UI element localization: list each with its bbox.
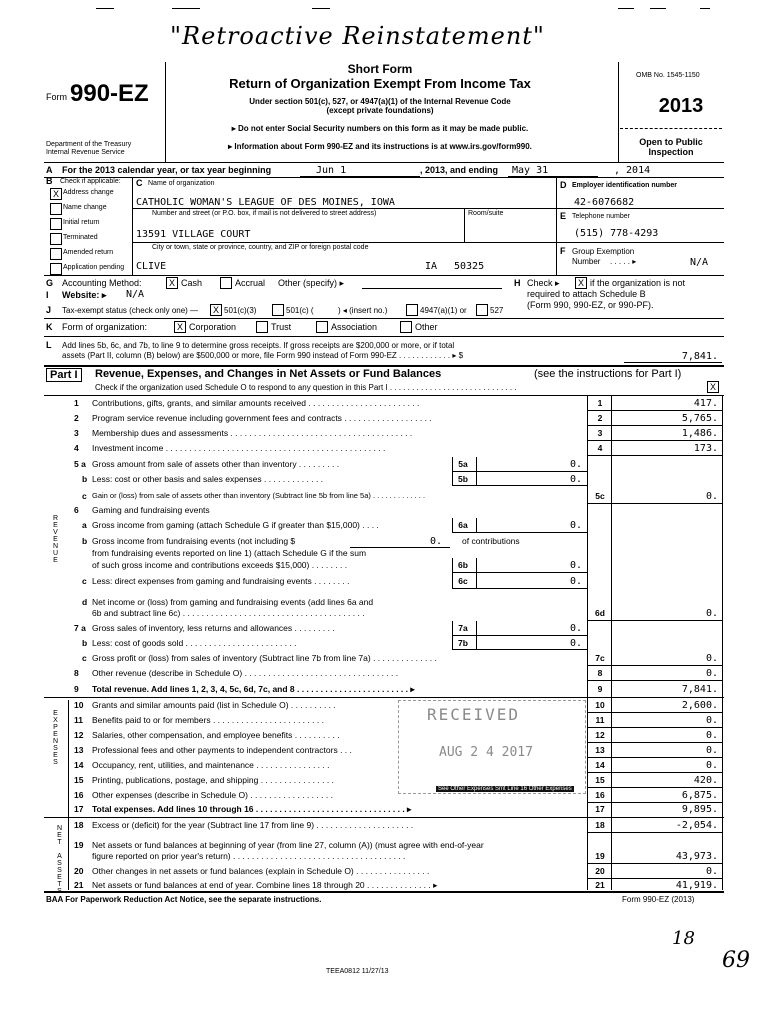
line-6b-text-1: Gross income from fundraising events (not including $ bbox=[92, 536, 296, 546]
line-6d-amount[interactable]: 0. bbox=[705, 608, 718, 619]
street-label: Number and street (or P.O. box, if mail is not delivered to street address) bbox=[152, 210, 377, 217]
line-2-box: 2 bbox=[597, 413, 603, 423]
line-7b-amount[interactable]: 0. bbox=[569, 638, 582, 649]
line-7c-amount[interactable]: 0. bbox=[705, 653, 718, 664]
line-13-text: Professional fees and other payments to independent contractors . . . bbox=[92, 745, 352, 755]
line-21-text: Net assets or fund balances at end of year. Combine lines 18 through 20 . . . . . . . . . . . . . . ▸ bbox=[92, 880, 438, 890]
street-address[interactable]: 13591 VILLAGE COURT bbox=[136, 229, 251, 240]
expenses-side-label: EXPENSES bbox=[52, 710, 59, 766]
stamp-date-text: AUG 2 4 2017 bbox=[439, 745, 533, 760]
527-label: 527 bbox=[490, 306, 504, 315]
part-1-label: Part I bbox=[46, 368, 82, 382]
line-5b-number: b bbox=[82, 474, 88, 484]
line-11-text: Benefits paid to or for members . . . . . . . . . . . . . . . . . . . . . . . . bbox=[92, 715, 324, 725]
schedule-o-check-text: Check if the organization used Schedule O to respond to any question in this Part I . . . . . . . . . . . . . . . . . . . . . . . . . . . . . bbox=[95, 383, 517, 392]
tax-year-begin[interactable]: Jun 1 bbox=[316, 165, 347, 176]
4947-label: 4947(a)(1) or bbox=[420, 306, 467, 315]
tax-year: 2013 bbox=[658, 95, 704, 117]
row-f-label: F bbox=[560, 246, 566, 256]
subtitle-2: (except private foundations) bbox=[326, 106, 434, 115]
line-10-box: 10 bbox=[595, 700, 605, 710]
line-5c-box: 5c bbox=[595, 491, 605, 501]
name-change-label: Name change bbox=[63, 204, 107, 211]
line-9-box: 9 bbox=[597, 684, 603, 694]
net-assets-side-label: NET ASSETS bbox=[56, 825, 63, 895]
line-6c-number: c bbox=[82, 576, 87, 586]
association-label: Association bbox=[331, 322, 378, 332]
line-7a-amount[interactable]: 0. bbox=[569, 623, 582, 634]
line-11-box: 11 bbox=[595, 715, 605, 725]
org-name[interactable]: CATHOLIC WOMAN'S LEAGUE OF DES MOINES, IOWA bbox=[136, 197, 395, 208]
zip-code[interactable]: 50325 bbox=[454, 261, 485, 272]
line-10-number: 10 bbox=[74, 700, 84, 710]
line-17-box: 17 bbox=[595, 804, 605, 814]
line-6a-text: Gross income from gaming (attach Schedule G if greater than $15,000) . . . . bbox=[92, 520, 379, 530]
line-5b-box: 5b bbox=[458, 474, 468, 484]
line-4-amount[interactable]: 173. bbox=[693, 443, 718, 454]
line-5a-number: 5 a bbox=[74, 459, 86, 469]
part-1-title: Revenue, Expenses, and Changes in Net Assets or Fund Balances bbox=[95, 368, 442, 380]
line-5c-text: Gain or (loss) from sale of assets other than inventory (Subtract line 5b from line 5a) . . . . . . . . . . . . . bbox=[92, 491, 426, 500]
cash-checkbox[interactable]: X bbox=[166, 277, 178, 289]
line-1-text: Contributions, gifts, grants, and similar amounts received . . . . . . . . . . . . . . . . . . . . . . . . bbox=[92, 398, 420, 408]
line-12-amount[interactable]: 0. bbox=[705, 730, 718, 741]
line-8-number: 8 bbox=[74, 668, 79, 678]
line-6b-text-3: of such gross income and contributions exceeds $15,000) . . . . . . . . bbox=[92, 560, 348, 570]
line-14-box: 14 bbox=[595, 760, 605, 770]
line-10-amount[interactable]: 2,600. bbox=[681, 700, 718, 711]
part-1-title-note: (see the instructions for Part I) bbox=[534, 368, 682, 380]
row-j-label: J bbox=[46, 305, 52, 315]
city-label: City or town, state or province, country, and ZIP or foreign postal code bbox=[152, 244, 369, 251]
line-6d-text-2: 6b and subtract line 6c) . . . . . . . . . . . . . . . . . . . . . . . . . . . . . . . . . . . . . . . bbox=[92, 608, 365, 618]
stamp-received-text: RECEIVED bbox=[427, 705, 521, 724]
website-label: Website: ▸ bbox=[62, 290, 107, 300]
line-2-amount[interactable]: 5,765. bbox=[681, 413, 718, 424]
website[interactable]: N/A bbox=[126, 289, 145, 300]
line-13-number: 13 bbox=[74, 745, 84, 755]
row-k-label: K bbox=[46, 322, 53, 332]
row-l-label: L bbox=[46, 340, 52, 350]
line-21-box: 21 bbox=[595, 880, 605, 890]
line-6c-text: Less: direct expenses from gaming and fundraising events . . . . . . . . bbox=[92, 576, 350, 586]
line-16-box: 16 bbox=[595, 790, 605, 800]
accrual-label: Accrual bbox=[235, 278, 266, 288]
row-b-label: B bbox=[46, 176, 53, 186]
line-5b-text: Less: cost or other basis and sales expenses . . . . . . . . . . . . . bbox=[92, 474, 324, 484]
form-title: Return of Organization Exempt From Income Tax bbox=[229, 76, 531, 91]
row-i-label: I bbox=[46, 290, 49, 300]
group-number-dots: . . . . . ▸ bbox=[610, 257, 637, 266]
line-6a-box: 6a bbox=[458, 520, 468, 530]
line-6d-text-1: Net income or (loss) from gaming and fundraising events (add lines 6a and bbox=[92, 597, 374, 607]
line-16-amount[interactable]: 6,875. bbox=[681, 790, 718, 801]
tax-exempt-status-label: Tax-exempt status (check only one) — bbox=[62, 306, 199, 315]
trust-label: Trust bbox=[271, 322, 292, 332]
line-1-box: 1 bbox=[597, 398, 603, 408]
cash-label: Cash bbox=[181, 278, 203, 288]
line-7b-number: b bbox=[82, 638, 88, 648]
terminated-checkbox[interactable] bbox=[50, 233, 62, 245]
line-4-box: 4 bbox=[597, 443, 603, 453]
line-16-text: Other expenses (describe in Schedule O) . . . . . . . . . . . . . . . . . . bbox=[92, 790, 333, 800]
line-7c-text: Gross profit or (loss) from sales of inventory (Subtract line 7b from line 7a) . . . . . . . . . . . . . . bbox=[92, 653, 437, 663]
received-stamp bbox=[398, 700, 586, 794]
line-18-amount[interactable]: -2,054. bbox=[675, 820, 718, 831]
line-18-number: 18 bbox=[74, 820, 84, 830]
software-code: TEEA0812 11/27/13 bbox=[326, 968, 389, 975]
line-7a-box: 7a bbox=[458, 623, 468, 633]
tax-year-end-year[interactable]: , 2014 bbox=[614, 165, 651, 176]
line-3-box: 3 bbox=[597, 428, 603, 438]
line-7a-text: Gross sales of inventory, less returns and allowances . . . . . . . . . bbox=[92, 623, 335, 633]
501c3-checkbox[interactable]: X bbox=[210, 304, 222, 316]
line-6-text: Gaming and fundraising events bbox=[92, 505, 210, 515]
line-19-number: 19 bbox=[74, 840, 84, 850]
check-if-applicable: Check if applicable: bbox=[60, 178, 121, 185]
line-7a-number: 7 a bbox=[74, 623, 86, 633]
line-6b-amount[interactable]: 0. bbox=[569, 560, 582, 571]
association-checkbox[interactable] bbox=[316, 321, 328, 333]
line-19-text-2: figure reported on prior year's return) . . . . . . . . . . . . . . . . . . . . . . . . . . . . . . . . . . . . . bbox=[92, 851, 406, 861]
line-14-amount[interactable]: 0. bbox=[705, 760, 718, 771]
amended-return-label: Amended return bbox=[63, 249, 114, 256]
line-6b-contributions[interactable]: 0. bbox=[429, 536, 442, 547]
form-number: 990-EZ bbox=[70, 80, 149, 107]
line-2-text: Program service revenue including government fees and contracts . . . . . . . . . . . . . . . . . . . bbox=[92, 413, 432, 423]
line-13-box: 13 bbox=[595, 745, 605, 755]
row-d-label: D bbox=[560, 180, 567, 190]
line-16-statement-note: See Other Expenses Smt Line 16 Other Expenses bbox=[438, 786, 572, 792]
line-5b-amount[interactable]: 0. bbox=[569, 474, 582, 485]
line-8-text: Other revenue (describe in Schedule O) . . . . . . . . . . . . . . . . . . . . . . . . . . . . . . . . . bbox=[92, 668, 399, 678]
line-15-box: 15 bbox=[595, 775, 605, 785]
notice-info: ▸ Information about Form 990-EZ and its instructions is at www.irs.gov/form990. bbox=[228, 142, 532, 151]
short-form: Short Form bbox=[347, 62, 413, 76]
row-h-text-3: (Form 990, 990-EZ, or 990-PF). bbox=[527, 300, 654, 310]
gross-receipts[interactable]: 7,841. bbox=[681, 351, 718, 362]
line-6d-box: 6d bbox=[595, 608, 605, 618]
line-4-number: 4 bbox=[74, 443, 79, 453]
line-21-amount[interactable]: 41,919. bbox=[675, 880, 718, 891]
terminated-label: Terminated bbox=[63, 234, 98, 241]
line-5c-amount[interactable]: 0. bbox=[705, 491, 718, 502]
line-4-text: Investment income . . . . . . . . . . . . . . . . . . . . . . . . . . . . . . . . . . . . . . . . . . . . . . . bbox=[92, 443, 386, 453]
notice-ssn: ▸ Do not enter Social Security numbers on this form as it may be made public. bbox=[231, 124, 529, 133]
other-org-label: Other bbox=[415, 322, 438, 332]
phone-number[interactable]: (515) 778-4293 bbox=[574, 228, 659, 239]
line-7b-text: Less: cost of goods sold . . . . . . . . . . . . . . . . . . . . . . . . bbox=[92, 638, 297, 648]
row-l-text-2: assets (Part II, column (B) below) are $500,000 or more, file Form 990 instead of Form 990-EZ . . . . . . . . . . . . ▸ $ bbox=[62, 351, 464, 360]
line-6a-amount[interactable]: 0. bbox=[569, 520, 582, 531]
line-9-text: Total revenue. Add lines 1, 2, 3, 4, 5c, 6d, 7c, and 8 . . . . . . . . . . . . . . . . . . . . . . . . ▸ bbox=[92, 684, 415, 694]
form-footer-id: Form 990-EZ (2013) bbox=[622, 895, 695, 904]
line-14-number: 14 bbox=[74, 760, 84, 770]
line-15-text: Printing, publications, postage, and shipping . . . . . . . . . . . . . . . . bbox=[92, 775, 334, 785]
line-6b-number: b bbox=[82, 536, 88, 546]
line-7c-box: 7c bbox=[595, 653, 605, 663]
schedule-o-checkbox[interactable]: X bbox=[707, 381, 719, 393]
line-3-amount[interactable]: 1,486. bbox=[681, 428, 718, 439]
row-a-mid: , 2013, and ending bbox=[420, 165, 499, 175]
row-h-text-1: if the organization is not bbox=[590, 278, 686, 288]
line-6a-number: a bbox=[82, 520, 87, 530]
application-pending-label: Application pending bbox=[63, 264, 125, 271]
line-8-box: 8 bbox=[597, 668, 603, 678]
row-g-label: G bbox=[46, 278, 54, 288]
amended-return-checkbox[interactable] bbox=[50, 248, 62, 260]
address-change-checkbox[interactable]: X bbox=[50, 188, 62, 200]
row-e-label: E bbox=[560, 211, 567, 221]
phone-label: Telephone number bbox=[572, 213, 630, 220]
line-19-amount[interactable]: 43,973. bbox=[675, 851, 718, 862]
org-name-label: Name of organization bbox=[148, 180, 215, 187]
other-org-checkbox[interactable] bbox=[400, 321, 412, 333]
other-specify-label: Other (specify) ▸ bbox=[278, 278, 345, 288]
line-15-number: 15 bbox=[74, 775, 84, 785]
city[interactable]: CLIVE bbox=[136, 261, 167, 272]
line-9-number: 9 bbox=[74, 684, 79, 694]
trust-checkbox[interactable] bbox=[256, 321, 268, 333]
row-l-text-1: Add lines 5b, 6c, and 7b, to line 9 to determine gross receipts. If gross receipts are $200,000 or more, or if total bbox=[62, 341, 455, 350]
line-5a-text: Gross amount from sale of assets other than inventory . . . . . . . . . bbox=[92, 459, 340, 469]
line-20-number: 20 bbox=[74, 866, 84, 876]
line-6b-text-2: from fundraising events reported on line 1) (attach Schedule G if the sum bbox=[92, 548, 367, 558]
form-prefix: Form bbox=[46, 92, 67, 102]
row-h-label: H bbox=[514, 278, 521, 288]
corporation-label: Corporation bbox=[189, 322, 237, 332]
501c-label: 501(c) ( bbox=[286, 306, 314, 315]
4947-checkbox[interactable] bbox=[406, 304, 418, 316]
line-8-amount[interactable]: 0. bbox=[705, 668, 718, 679]
address-change-label: Address change bbox=[63, 189, 114, 196]
501c3-label: 501(c)(3) bbox=[224, 306, 257, 315]
line-11-amount[interactable]: 0. bbox=[705, 715, 718, 726]
line-20-amount[interactable]: 0. bbox=[705, 866, 718, 877]
paperwork-notice: BAA For Paperwork Reduction Act Notice, see the separate instructions. bbox=[46, 895, 322, 904]
line-6b-box: 6b bbox=[458, 560, 468, 570]
ein-label: Employer identification number bbox=[572, 182, 678, 189]
accounting-method-label: Accounting Method: bbox=[62, 278, 142, 288]
line-2-number: 2 bbox=[74, 413, 79, 423]
line-20-text: Other changes in net assets or fund balances (explain in Schedule O) . . . . . . . . . . . . . . . . bbox=[92, 866, 430, 876]
state[interactable]: IA bbox=[425, 261, 438, 272]
line-14-text: Occupancy, rent, utilities, and maintenance . . . . . . . . . . . . . . . . bbox=[92, 760, 330, 770]
line-12-number: 12 bbox=[74, 730, 84, 740]
row-c-label: C bbox=[136, 178, 143, 188]
corporation-checkbox[interactable]: X bbox=[174, 321, 186, 333]
line-1-number: 1 bbox=[74, 398, 79, 408]
accrual-checkbox[interactable] bbox=[220, 277, 232, 289]
inspection: Inspection bbox=[648, 147, 694, 157]
line-18-text: Excess or (deficit) for the year (Subtract line 17 from line 9) . . . . . . . . . . . . . . . . . . . . . bbox=[92, 820, 414, 830]
line-6c-amount[interactable]: 0. bbox=[569, 576, 582, 587]
line-20-box: 20 bbox=[595, 866, 605, 876]
527-checkbox[interactable] bbox=[476, 304, 488, 316]
department: Department of the Treasury bbox=[46, 141, 132, 148]
line-17-number: 17 bbox=[74, 804, 84, 814]
group-exemption-number[interactable]: N/A bbox=[690, 257, 709, 268]
line-5a-amount[interactable]: 0. bbox=[569, 459, 582, 470]
line-18-box: 18 bbox=[595, 820, 605, 830]
line-9-amount[interactable]: 7,841. bbox=[681, 684, 718, 695]
line-1-amount[interactable]: 417. bbox=[693, 398, 718, 409]
line-10-text: Grants and similar amounts paid (list in Schedule O) . . . . . . . . . . bbox=[92, 700, 336, 710]
line-7b-box: 7b bbox=[458, 638, 468, 648]
ein[interactable]: 42-6076682 bbox=[574, 197, 635, 208]
revenue-side-label: REVENUE bbox=[52, 515, 59, 564]
line-5c-number: c bbox=[82, 491, 87, 501]
line-5a-box: 5a bbox=[458, 459, 468, 469]
line-16-number: 16 bbox=[74, 790, 84, 800]
line-3-text: Membership dues and assessments . . . . . . . . . . . . . . . . . . . . . . . . . . . . . . . . . . . . . . . bbox=[92, 428, 413, 438]
line-17-amount[interactable]: 9,895. bbox=[681, 804, 718, 815]
name-change-checkbox[interactable] bbox=[50, 203, 62, 215]
row-a-label: A bbox=[46, 165, 53, 175]
schedule-b-checkbox[interactable]: X bbox=[575, 277, 587, 289]
line-17-text: Total expenses. Add lines 10 through 16 . . . . . . . . . . . . . . . . . . . . . . . . . . . . . . . . ▸ bbox=[92, 804, 412, 814]
line-19-text-1: Net assets or fund balances at beginning of year (from line 27, column (A)) (must agree with end-of-year bbox=[92, 840, 484, 850]
initial-return-checkbox[interactable] bbox=[50, 218, 62, 230]
line-6d-number: d bbox=[82, 597, 88, 607]
initial-return-label: Initial return bbox=[63, 219, 100, 226]
insert-no-label: ) ◂ (insert no.) bbox=[338, 306, 388, 315]
subtitle-1: Under section 501(c), 527, or 4947(a)(1) of the Internal Revenue Code bbox=[249, 97, 511, 106]
line-11-number: 11 bbox=[74, 715, 83, 725]
tax-year-end[interactable]: May 31 bbox=[512, 165, 549, 176]
handwritten-number-2: 69 bbox=[722, 948, 750, 973]
line-6-number: 6 bbox=[74, 505, 79, 515]
irs: Internal Revenue Service bbox=[46, 149, 125, 156]
group-exemption-label: Group Exemption bbox=[572, 247, 635, 256]
line-13-amount[interactable]: 0. bbox=[705, 745, 718, 756]
line-12-box: 12 bbox=[595, 730, 605, 740]
row-a-text: For the 2013 calendar year, or tax year beginning bbox=[62, 165, 272, 175]
line-21-number: 21 bbox=[74, 880, 84, 890]
line-6c-box: 6c bbox=[458, 576, 468, 586]
line-12-text: Salaries, other compensation, and employee benefits . . . . . . . . . . bbox=[92, 730, 340, 740]
open-public: Open to Public bbox=[639, 137, 703, 147]
line-19-box: 19 bbox=[595, 851, 605, 861]
handwritten-number-1: 18 bbox=[672, 928, 695, 949]
room-suite-label: Room/suite bbox=[468, 210, 504, 217]
omb-number: OMB No. 1545-1150 bbox=[636, 72, 700, 79]
handwritten-title: "Retroactive Reinstatement" bbox=[170, 22, 545, 50]
line-6b-text-end: of contributions bbox=[462, 536, 520, 546]
group-number-label: Number bbox=[572, 257, 601, 266]
row-h-text-2: required to attach Schedule B bbox=[527, 289, 646, 299]
row-h-check: Check ▸ bbox=[527, 278, 560, 288]
501c-checkbox[interactable] bbox=[272, 304, 284, 316]
line-15-amount[interactable]: 420. bbox=[693, 775, 718, 786]
line-7c-number: c bbox=[82, 653, 87, 663]
line-3-number: 3 bbox=[74, 428, 79, 438]
application-pending-checkbox[interactable] bbox=[50, 263, 62, 275]
form-of-org-label: Form of organization: bbox=[62, 322, 148, 332]
